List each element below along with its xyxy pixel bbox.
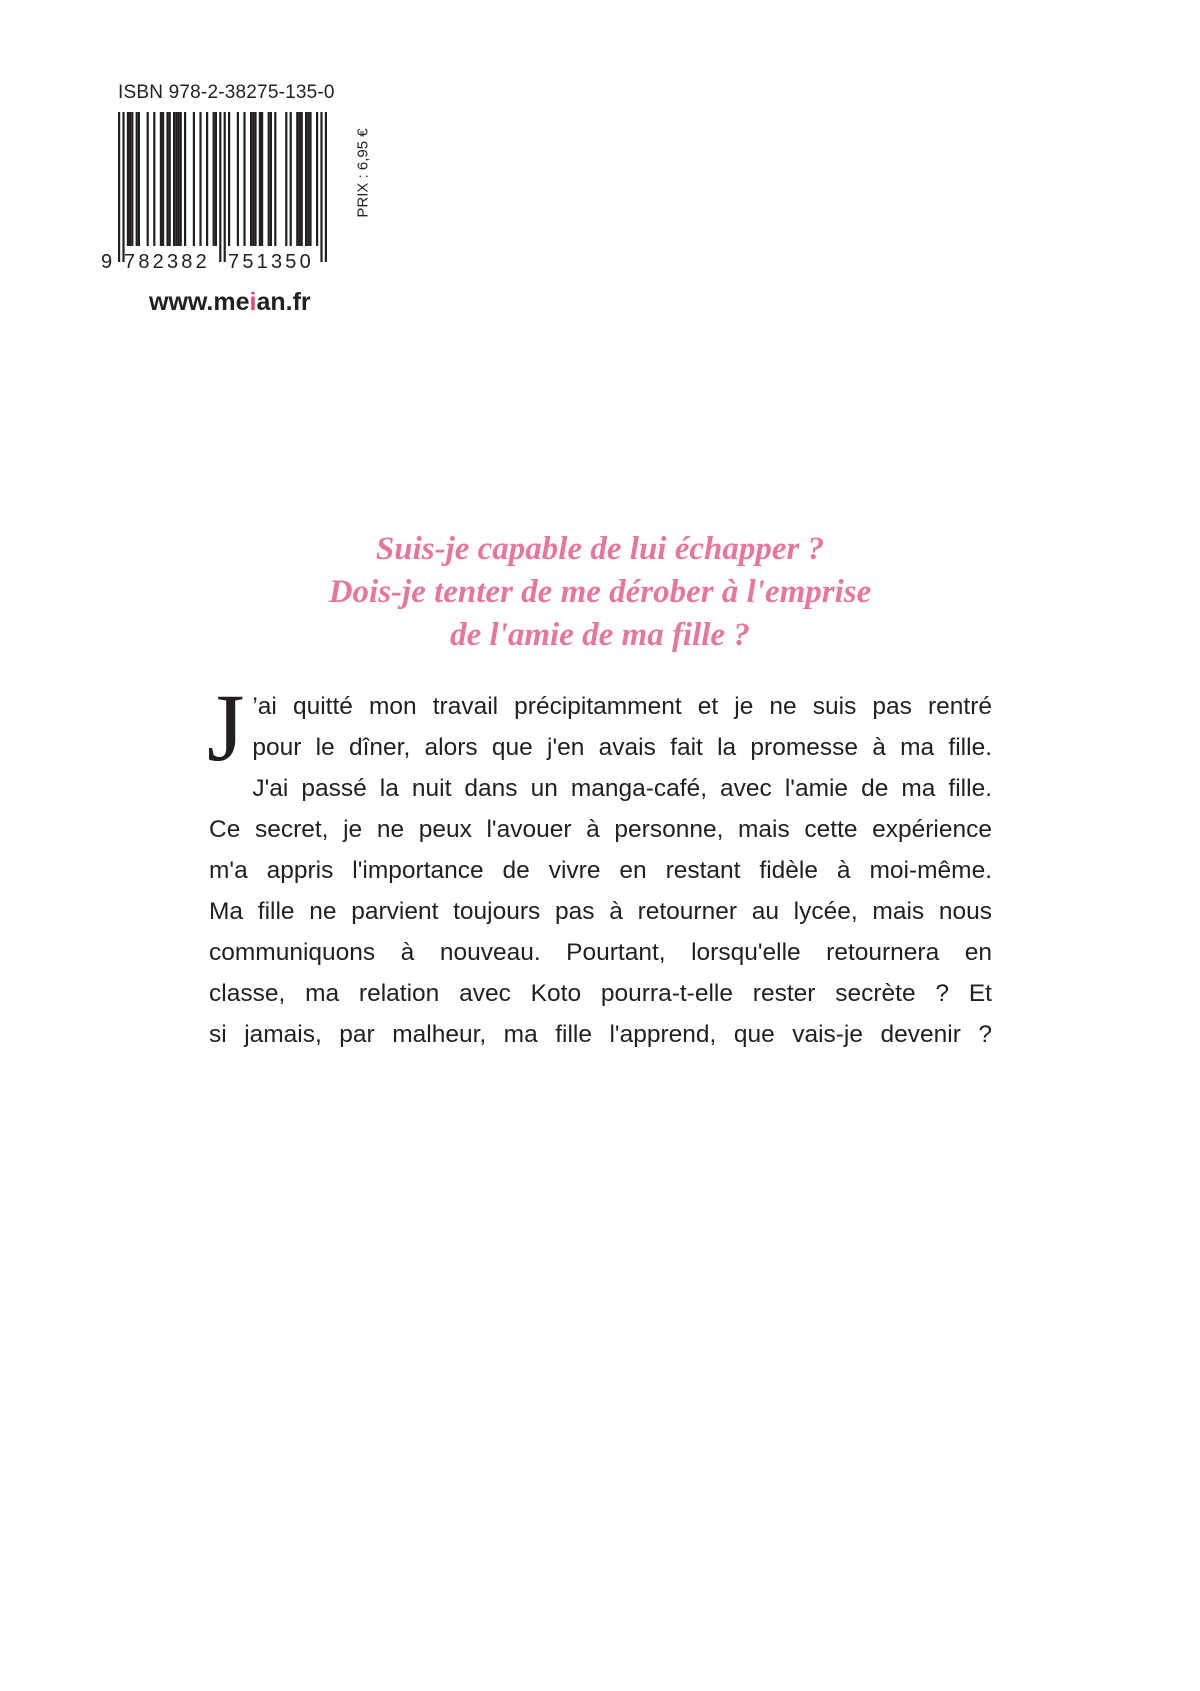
blurb-line: pour le dîner, alors que j'en avais fait la promesse à ma fille. xyxy=(252,734,992,761)
tagline xyxy=(200,528,1000,657)
barcode-bar xyxy=(177,112,179,246)
barcode-bar xyxy=(320,112,322,262)
barcode-bar xyxy=(173,112,175,246)
barcode-bars xyxy=(118,112,327,262)
blurb-line: ’ai quitté mon travail précipitamment et je ne suis pas rentré xyxy=(252,693,992,720)
barcode-bar xyxy=(296,112,298,246)
blurb-line: m'a appris l'importance de vivre en restant fidèle à moi-même. xyxy=(209,857,992,884)
blurb-line: J'ai passé la nuit dans un manga-café, avec l'amie de ma fille. xyxy=(252,775,992,802)
barcode-digit-first: 9 xyxy=(101,251,113,272)
barcode-bar xyxy=(184,112,186,246)
barcode-bar xyxy=(268,112,270,246)
barcode-bar xyxy=(298,112,300,246)
barcode-bar xyxy=(147,112,149,246)
price-text: PRIX : 6,95 € xyxy=(354,128,372,218)
barcode-bar xyxy=(301,112,303,246)
barcode-digits-group2: 751350 xyxy=(228,251,314,272)
barcode-bar xyxy=(131,112,133,246)
barcode-bar xyxy=(243,112,245,246)
blurb-line: si jamais, par malheur, ma fille l'apprend, que vais-je devenir ? xyxy=(209,1021,992,1048)
barcode-bar xyxy=(193,112,195,246)
blurb-dropcap: J xyxy=(207,674,245,781)
barcode-bar xyxy=(118,112,120,262)
barcode-bar xyxy=(259,112,261,246)
barcode-bar xyxy=(219,112,221,262)
barcode-bar xyxy=(224,112,226,262)
website-suffix: an.fr xyxy=(256,288,311,316)
barcode-bar xyxy=(162,112,164,246)
publisher-website[interactable] xyxy=(149,288,311,317)
barcode-bar xyxy=(199,112,201,246)
barcode-bar xyxy=(261,112,263,246)
barcode-bar xyxy=(290,112,292,246)
blurb-line: Ce secret, je ne peux l'avouer à personne, mais cette expérience xyxy=(209,816,992,843)
isbn-label: ISBN 978-2-38275-135-0 xyxy=(118,82,335,103)
barcode-bar xyxy=(129,112,131,246)
barcode-bar xyxy=(215,112,217,246)
barcode-bar xyxy=(285,112,287,246)
website-accent-letter: i xyxy=(249,288,257,316)
barcode xyxy=(100,112,340,272)
tagline-line: de l'amie de ma fille ? xyxy=(450,617,750,653)
barcode-bar xyxy=(252,112,254,246)
blurb-line: classe, ma relation avec Koto pourra-t-elle rester secrète ? Et xyxy=(209,980,992,1007)
barcode-bar xyxy=(153,112,155,246)
barcode-bar xyxy=(307,112,309,246)
barcode-bar xyxy=(160,112,162,246)
barcode-bar xyxy=(127,112,129,246)
barcode-bar xyxy=(206,112,208,246)
barcode-bar xyxy=(166,112,168,246)
barcode-bar xyxy=(228,112,230,246)
tagline-line: Suis-je capable de lui échapper ? xyxy=(375,531,825,567)
barcode-bar xyxy=(316,112,318,246)
tagline-line: Dois-je tenter de me dérober à l'emprise xyxy=(328,574,872,610)
blurb xyxy=(207,674,992,1055)
barcode-bar xyxy=(180,112,182,246)
barcode-bar xyxy=(250,112,252,246)
barcode-bar xyxy=(274,112,276,246)
barcode-bar xyxy=(122,112,124,262)
barcode-bar xyxy=(270,112,272,246)
barcode-bar xyxy=(213,112,215,246)
barcode-bar xyxy=(325,112,327,262)
barcode-bar xyxy=(254,112,256,246)
barcode-digits-group1: 782382 xyxy=(124,251,210,272)
blurb-line: communiquons à nouveau. Pourtant, lorsqu'elle retournera en xyxy=(209,939,992,966)
barcode-bar xyxy=(136,112,138,246)
barcode-bar xyxy=(175,112,177,246)
blurb-line: Ma fille ne parvient toujours pas à retourner au lycée, mais nous xyxy=(209,898,992,925)
website-prefix: www.me xyxy=(149,288,250,316)
barcode-bar xyxy=(305,112,307,246)
barcode-bar xyxy=(309,112,311,246)
barcode-bar xyxy=(169,112,171,246)
barcode-bar xyxy=(237,112,239,246)
barcode-bar xyxy=(138,112,140,246)
price-label xyxy=(352,118,374,228)
